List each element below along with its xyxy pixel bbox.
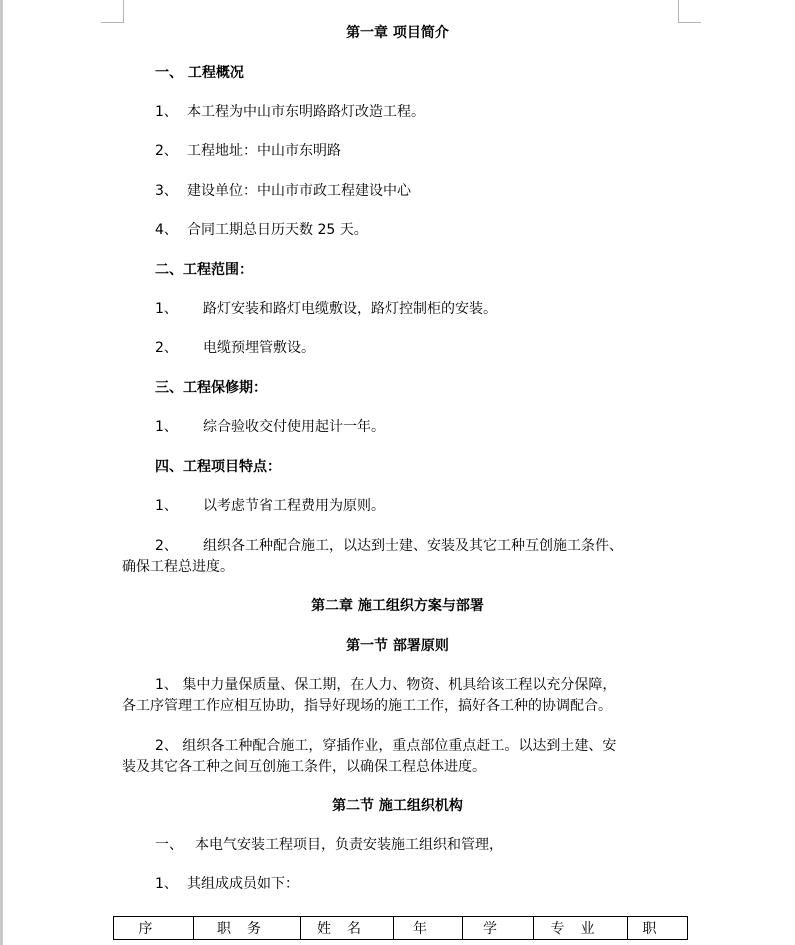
paragraph-line: 装及其它各工种之间互创施工条件，以确保工程总体进度。: [122, 759, 486, 775]
list-item: [155, 141, 341, 161]
section-2-title: 第二节 施工组织机构: [332, 798, 463, 814]
list-item-text: 其组成成员如下：: [187, 876, 299, 892]
list-item-text: 以考虑节省工程费用为原则。: [203, 498, 385, 514]
table-header-cell: 专业: [534, 917, 628, 940]
chapter-1-title: 第一章 项目简介: [346, 25, 449, 41]
list-item-text: 路灯安装和路灯电缆敷设，路灯控制柜的安装。: [203, 301, 497, 317]
table-header-cell: 姓名: [301, 917, 394, 940]
list-item-number: 1、: [155, 301, 178, 317]
list-item-text: 组织各工种配合施工，以达到士建、安装及其它工种互创施工条件、: [203, 538, 623, 554]
list-item-text: 合同工期总日历天数 25 天。: [187, 222, 368, 238]
list-item-number: 4、: [155, 222, 178, 238]
list-item-text: 工程地址：中山市东明路: [187, 143, 341, 159]
table-header-cell: 学: [463, 917, 534, 940]
list-item-number: 2、: [155, 538, 178, 554]
list-item-number: 一、: [155, 837, 183, 853]
section-heading-features: 四、工程项目特点：: [155, 459, 281, 475]
list-item-number: 1、: [155, 498, 178, 514]
list-item-number: 3、: [155, 183, 178, 199]
list-item: [155, 220, 368, 240]
list-item: [155, 102, 425, 122]
list-item: [155, 496, 385, 516]
list-item: [155, 299, 497, 319]
list-item-text: 本电气安装工程项目，负责安装施工组织和管理，: [195, 837, 503, 853]
staff-table: [113, 916, 688, 940]
table-header-cell: 年: [394, 917, 463, 940]
list-item: [155, 338, 315, 358]
list-item-number: 2、: [155, 143, 178, 159]
chapter-2-title: 第二章 施工组织方案与部署: [311, 598, 484, 614]
table-header-cell: 职: [628, 917, 688, 940]
list-item-number: 1、: [155, 876, 178, 892]
list-item: [155, 181, 411, 201]
list-item-number: 1、: [155, 419, 178, 435]
list-item-text: 本工程为中山市东明路路灯改造工程。: [187, 104, 425, 120]
list-item-text: 综合验收交付使用起计一年。: [203, 419, 385, 435]
list-item: [155, 417, 385, 437]
list-item-number: 2、: [155, 340, 178, 356]
section-heading-scope: 二、工程范围：: [155, 262, 253, 278]
list-item-number: 1、: [155, 104, 178, 120]
section-heading-warranty: 三、工程保修期：: [155, 380, 267, 396]
paragraph-line: 各工序管理工作应相互协助，指导好现场的施工工作，搞好各工种的协调配合。: [122, 698, 612, 714]
section-1-title: 第一节 部署原则: [346, 638, 449, 654]
list-item-text: 电缆预埋管敷设。: [203, 340, 315, 356]
crop-mark-top-right: [678, 0, 701, 23]
list-item: [155, 536, 623, 556]
section-heading-overview: 一、 工程概况: [155, 65, 244, 81]
list-item: [155, 874, 299, 894]
list-item-text: 建设单位：中山市市政工程建设中心: [187, 183, 411, 199]
list-item: [155, 835, 503, 855]
table-header-row: [114, 917, 688, 940]
crop-mark-top-left: [101, 0, 124, 23]
table-header-cell: 序: [114, 917, 194, 940]
list-item-continuation: 确保工程总进度。: [122, 559, 234, 575]
table-header-cell: 职务: [194, 917, 301, 940]
paragraph-line: 2、 组织各工种配合施工，穿插作业，重点部位重点赶工。以达到土建、安: [155, 738, 617, 754]
paragraph-line: 1、 集中力量保质量、保工期，在人力、物资、机具给该工程以充分保障，: [155, 677, 617, 693]
